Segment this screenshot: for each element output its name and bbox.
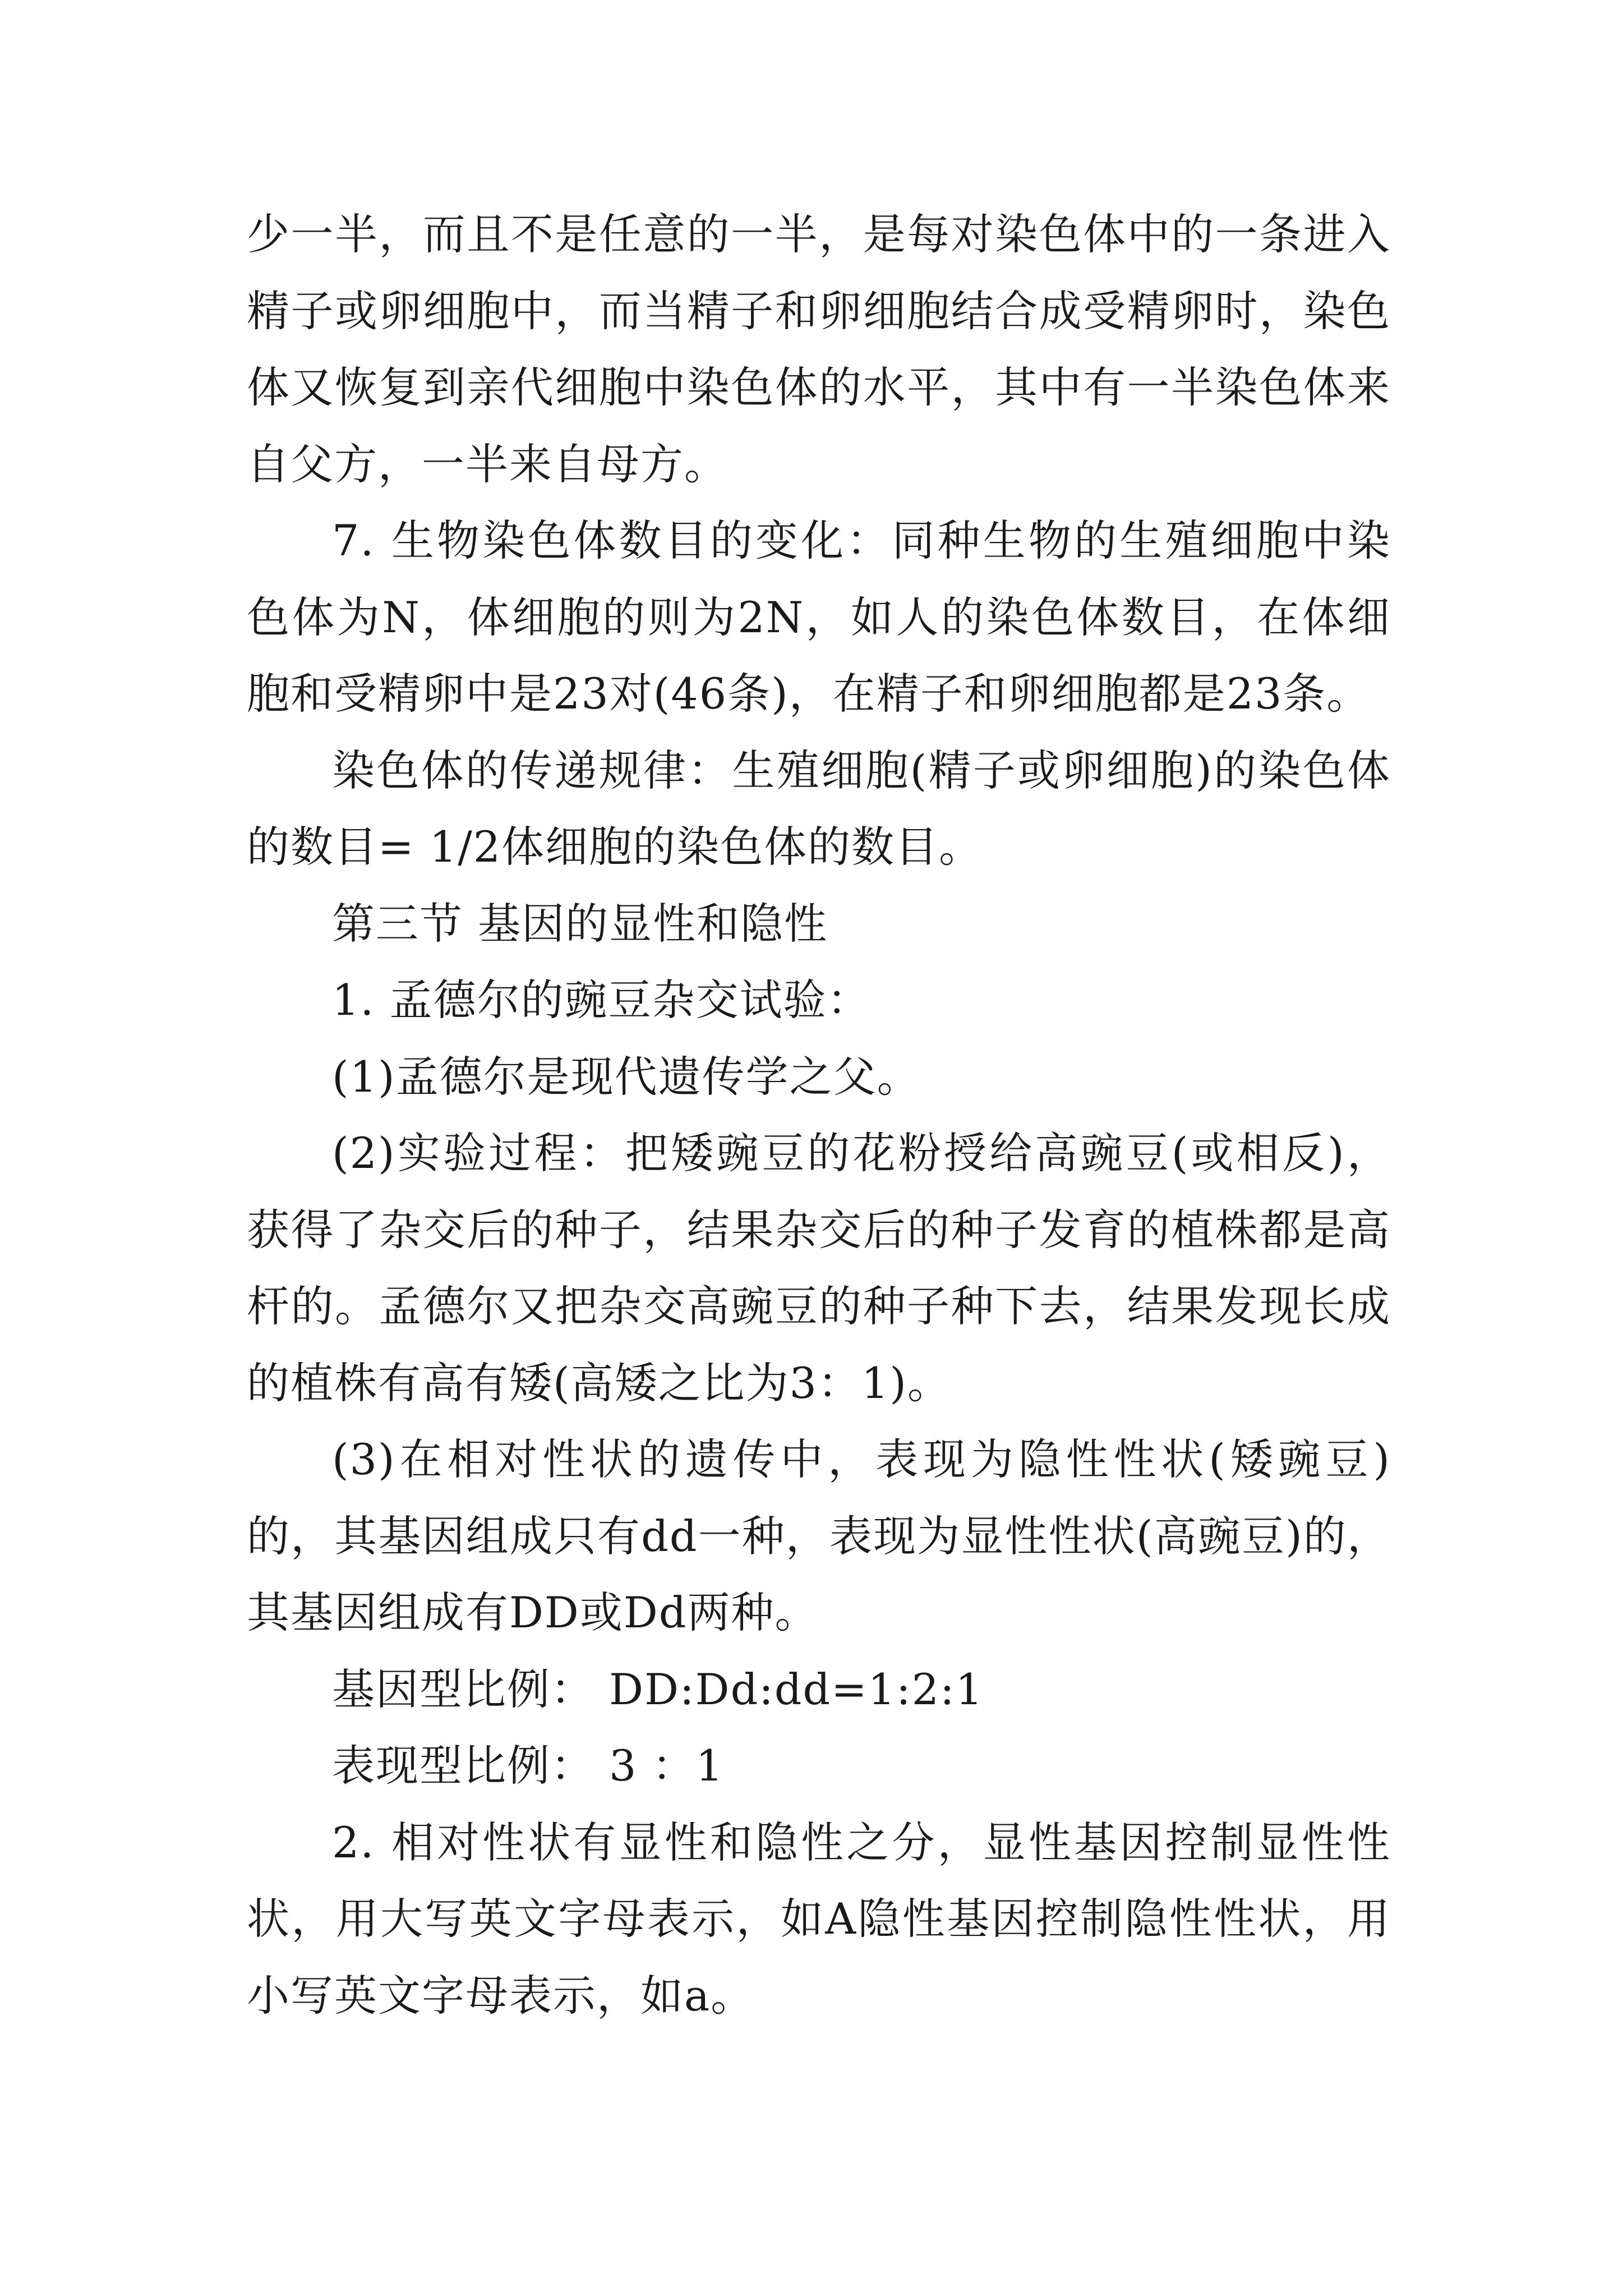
paragraph-genotype-ratio: 基因型比例： DD:Dd:dd=1:2:1 <box>332 1664 984 1714</box>
paragraph-recessive-dominant-genotype: (3)在相对性状的遗传中，表现为隐性性状(矮豌豆)的，其基因组成只有dd一种，表现为显性性状(高豌豆)的，其基因组成有DD或Dd两种。 <box>247 1434 1391 1637</box>
paragraph-chromosome-halving: 少一半，而且不是任意的一半，是每对染色体中的一条进入精子或卵细胞中，而当精子和卵细胞结合成受精卵时，染色体又恢复到亲代细胞中染色体的水平，其中有一半染色体来自父方，一半来自母方。 <box>247 209 1391 489</box>
document-body <box>247 196 1391 2034</box>
paragraph-chromosome-number-change: 7. 生物染色体数目的变化：同种生物的生殖细胞中染色体为N，体细胞的则为2N，如人的染色体数目，在体细胞和受精卵中是23对(46条)，在精子和卵细胞都是23条。 <box>247 516 1391 719</box>
paragraph-experiment-process: (2)实验过程：把矮豌豆的花粉授给高豌豆(或相反)，获得了杂交后的种子，结果杂交后的种子发育的植株都是高杆的。孟德尔又把杂交高豌豆的种子种下去，结果发现长成的植株有高有矮(高矮之比为3：1)。 <box>247 1128 1391 1408</box>
paragraph-dominant-recessive-alleles: 2. 相对性状有显性和隐性之分，显性基因控制显性性状，用大写英文字母表示，如A隐性基因控制隐性性状，用小写英文字母表示，如a。 <box>247 1817 1391 2021</box>
paragraph-chromosome-transmission-rule: 染色体的传递规律：生殖细胞(精子或卵细胞)的染色体的数目= 1/2体细胞的染色体的数目。 <box>247 745 1391 872</box>
paragraph-mendel-father: (1)孟德尔是现代遗传学之父。 <box>332 1051 921 1102</box>
section-heading: 第三节 基因的显性和隐性 <box>332 898 828 949</box>
paragraph-phenotype-ratio: 表现型比例： 3 ：1 <box>332 1741 725 1791</box>
paragraph-mendel-experiment-heading: 1. 孟德尔的豌豆杂交试验： <box>332 975 871 1025</box>
